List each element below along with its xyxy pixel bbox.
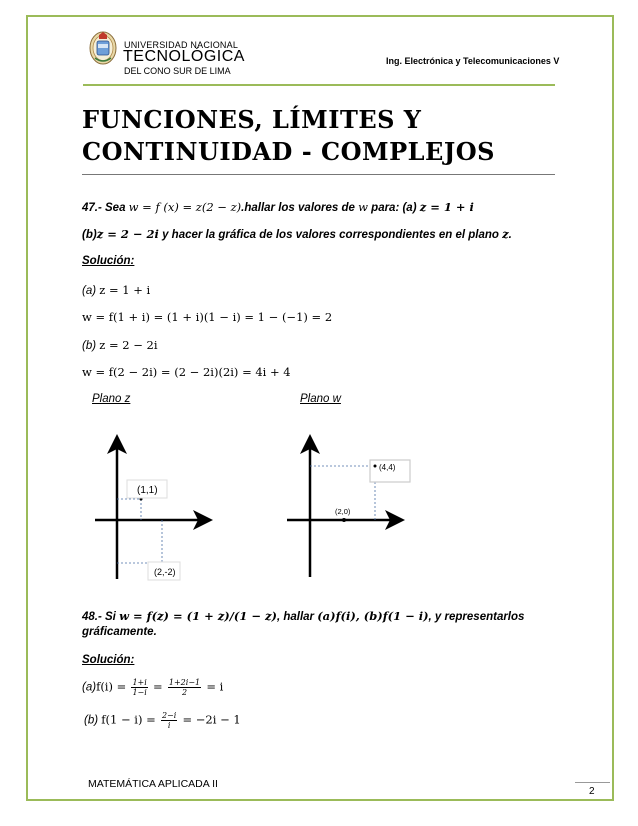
title-divider — [82, 174, 555, 175]
university-name-line2: TECNOLÓGICA — [123, 48, 245, 65]
point-label-2-0: (2,0) — [335, 507, 351, 516]
problem-47-step-a: (a) z = 1 + i — [82, 283, 151, 297]
plane-z-graph — [85, 430, 225, 590]
point-label-1-1: (1,1) — [137, 485, 158, 496]
problem-48-part-a: (a)f(i) = $\frac{1+i}{1-i}$ = $\frac{1+2i-1}{2}$ = i — [82, 678, 224, 697]
problem-48-statement-line1: 48.- Si w = f(z) = (1 + z)/(1 − z), hallar (a)f(i), (b)f(1 − i), y representarlos — [82, 609, 525, 623]
fraction: $\frac{2-i}{i}$ — [161, 711, 177, 730]
problem-48-part-b: (b) f(1 − i) = $\frac{2-i}{i}$ = −2i − 1 — [84, 711, 241, 730]
fraction: $\frac{1+i}{1-i}$ — [132, 678, 147, 697]
plane-w-label: Plano w — [300, 393, 341, 405]
plane-w-graph — [280, 430, 420, 580]
department-label: Ing. Electrónica y Telecomunicaciones V — [386, 56, 560, 66]
plane-z-label: Plano z — [92, 393, 131, 405]
point-label-2-neg2: (2,-2) — [154, 567, 176, 577]
problem-47-solution-label: Solución: — [82, 255, 135, 267]
title-line2: CONTINUIDAD - COMPLEJOS — [82, 137, 495, 166]
problem-47-statement-line1: 47.- Sea w = f (x) = z(2 − z).hallar los valores de w para: (a) z = 1 + i — [82, 200, 474, 214]
university-logo — [88, 28, 118, 68]
problem-48-statement-line2: gráficamente. — [82, 626, 157, 638]
problem-47-statement-line2: (b)z = 2 − 2i y hacer la gráfica de los valores correspondientes en el plano z. — [82, 227, 512, 241]
problem-47-step-b: (b) z = 2 − 2i — [82, 338, 158, 352]
footer-course: MATEMÁTICA APLICADA II — [88, 778, 218, 790]
problem-47-step-a-result: w = f(1 + i) = (1 + i)(1 − i) = 1 − (−1) = 2 — [82, 310, 333, 324]
university-name-line1: UNIVERSIDAD NACIONAL — [124, 40, 239, 50]
university-name-line3: DEL CONO SUR DE LIMA — [124, 66, 231, 76]
page-number-divider — [575, 782, 610, 783]
problem-47-step-b-result: w = f(2 − 2i) = (2 − 2i)(2i) = 4i + 4 — [82, 365, 291, 379]
point-label-4-4: (4,4) — [379, 463, 396, 472]
problem-48-solution-label: Solución: — [82, 654, 135, 666]
page-title — [82, 104, 495, 168]
title-line1: FUNCIONES, LÍMITES Y — [82, 105, 422, 134]
fraction: $\frac{1+2i-1}{2}$ — [168, 678, 201, 697]
header-divider — [83, 84, 555, 86]
page-number: 2 — [589, 786, 595, 797]
